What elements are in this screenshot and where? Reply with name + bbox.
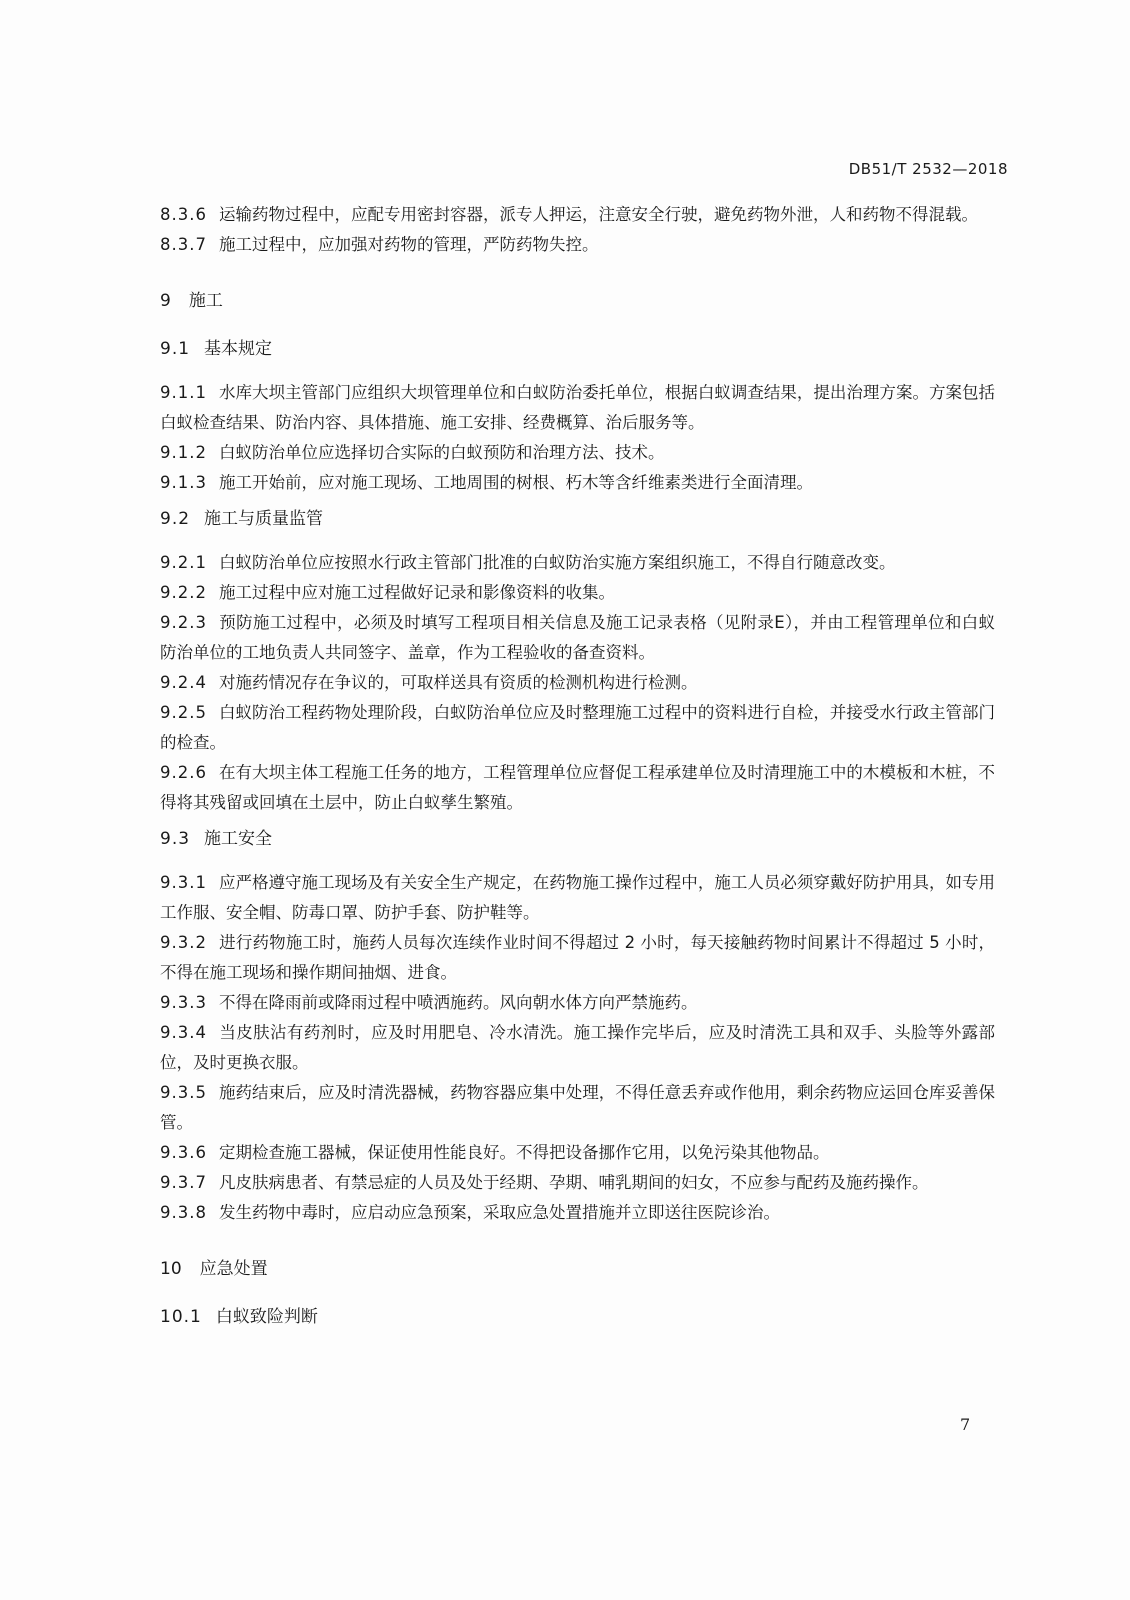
clause-text: 在有大坝主体工程施工任务的地方，工程管理单位应督促工程承建单位及时清理施工中的木模板和木桩，不得将其残留或回填在土层中，防止白蚁孳生繁殖。 <box>160 763 995 812</box>
clause-text: 不得在降雨前或降雨过程中喷洒施药。风向朝水体方向严禁施药。 <box>218 993 698 1012</box>
clause-paragraph <box>160 1078 995 1138</box>
clause-paragraph <box>160 758 995 818</box>
clause-text: 白蚁防治单位应选择切合实际的白蚁预防和治理方法、技术。 <box>218 443 665 462</box>
clause-number: 9.3.8 <box>160 1203 207 1222</box>
section-heading <box>160 504 995 534</box>
clause-text: 施工与质量监管 <box>204 509 324 529</box>
clause-text: 应急处置 <box>199 1259 268 1279</box>
clause-text: 发生药物中毒时，应启动应急预案，采取应急处置措施并立即送往医院诊治。 <box>218 1203 780 1222</box>
page-number: 7 <box>960 1415 971 1434</box>
clause-text: 施工开始前，应对施工现场、工地周围的树根、朽木等含纤维素类进行全面清理。 <box>218 473 813 492</box>
clause-number: 9.3.7 <box>160 1173 207 1192</box>
clause-number: 9.2.1 <box>160 553 207 572</box>
document-body <box>160 200 995 1346</box>
clause-text: 施药结束后，应及时清洗器械，药物容器应集中处理，不得任意丢弃或作他用，剩余药物应运回仓库妥善保管。 <box>160 1083 995 1132</box>
section-heading <box>160 1302 995 1332</box>
clause-number: 9.3.6 <box>160 1143 207 1162</box>
clause-number: 9.2.4 <box>160 673 207 692</box>
clause-number: 9 <box>160 291 171 311</box>
clause-paragraph <box>160 438 995 468</box>
clause-number: 9.1.3 <box>160 473 207 492</box>
clause-paragraph <box>160 1138 995 1168</box>
clause-text: 进行药物施工时，施药人员每次连续作业时间不得超过 2 小时，每天接触药物时间累计不得超过 5 小时，不得在施工现场和操作期间抽烟、进食。 <box>160 933 995 982</box>
chapter-heading <box>160 1254 995 1284</box>
clause-number: 9.3.1 <box>160 873 207 892</box>
clause-number: 9.3.4 <box>160 1023 207 1042</box>
clause-text: 基本规定 <box>204 339 273 359</box>
clause-paragraph <box>160 468 995 498</box>
clause-paragraph <box>160 698 995 758</box>
clause-text: 白蚁防治单位应按照水行政主管部门批准的白蚁防治实施方案组织施工，不得自行随意改变。 <box>218 553 896 572</box>
clause-text: 定期检查施工器械，保证使用性能良好。不得把设备挪作它用，以免污染其他物品。 <box>218 1143 830 1162</box>
clause-text: 施工过程中，应加强对药物的管理，严防药物失控。 <box>218 235 599 254</box>
clause-text: 白蚁防治工程药物处理阶段，白蚁防治单位应及时整理施工过程中的资料进行自检，并接受水行政主管部门的检查。 <box>160 703 995 752</box>
clause-text: 白蚁致险判断 <box>215 1307 318 1327</box>
clause-paragraph <box>160 988 995 1018</box>
clause-text: 施工安全 <box>204 829 273 849</box>
clause-paragraph <box>160 378 995 438</box>
clause-number: 9.1 <box>160 339 191 359</box>
clause-number: 9.3.5 <box>160 1083 207 1102</box>
clause-text: 施工 <box>188 291 223 311</box>
clause-number: 9.2.5 <box>160 703 207 722</box>
clause-number: 9.1.2 <box>160 443 207 462</box>
section-heading <box>160 334 995 364</box>
clause-paragraph <box>160 1018 995 1078</box>
clause-number: 8.3.6 <box>160 205 207 224</box>
clause-paragraph <box>160 1168 995 1198</box>
clause-paragraph <box>160 200 995 230</box>
clause-text: 当皮肤沾有药剂时，应及时用肥皂、冷水清洗。施工操作完毕后，应及时清洗工具和双手、头脸等外露部位，及时更换衣服。 <box>160 1023 995 1072</box>
clause-paragraph <box>160 1198 995 1228</box>
document-code: DB51/T 2532—2018 <box>848 160 1008 178</box>
clause-number: 9.2.2 <box>160 583 207 602</box>
clause-number: 9.3 <box>160 829 191 849</box>
chapter-heading <box>160 286 995 316</box>
clause-number: 8.3.7 <box>160 235 207 254</box>
clause-paragraph <box>160 230 995 260</box>
clause-number: 9.2 <box>160 509 191 529</box>
clause-number: 9.2.3 <box>160 613 207 632</box>
clause-text: 对施药情况存在争议的，可取样送具有资质的检测机构进行检测。 <box>218 673 698 692</box>
clause-text: 预防施工过程中，必须及时填写工程项目相关信息及施工记录表格（见附录E），并由工程管理单位和白蚁防治单位的工地负责人共同签字、盖章，作为工程验收的备查资料。 <box>160 613 995 662</box>
clause-number: 9.3.2 <box>160 933 207 952</box>
clause-text: 应严格遵守施工现场及有关安全生产规定，在药物施工操作过程中，施工人员必须穿戴好防护用具，如专用工作服、安全帽、防毒口罩、防护手套、防护鞋等。 <box>160 873 995 922</box>
clause-text: 运输药物过程中，应配专用密封容器，派专人押运，注意安全行驶，避免药物外泄，人和药物不得混载。 <box>218 205 978 224</box>
clause-paragraph <box>160 578 995 608</box>
clause-number: 10.1 <box>160 1307 202 1327</box>
clause-number: 9.1.1 <box>160 383 207 402</box>
clause-number: 9.2.6 <box>160 763 207 782</box>
clause-text: 凡皮肤病患者、有禁忌症的人员及处于经期、孕期、哺乳期间的妇女，不应参与配药及施药操作。 <box>218 1173 929 1192</box>
clause-paragraph <box>160 548 995 578</box>
clause-number: 10 <box>160 1259 182 1279</box>
clause-paragraph <box>160 608 995 668</box>
clause-paragraph <box>160 928 995 988</box>
clause-text: 施工过程中应对施工过程做好记录和影像资料的收集。 <box>218 583 615 602</box>
clause-text: 水库大坝主管部门应组织大坝管理单位和白蚁防治委托单位，根据白蚁调查结果，提出治理方案。方案包括白蚁检查结果、防治内容、具体措施、施工安排、经费概算、治后服务等。 <box>160 383 995 432</box>
clause-number: 9.3.3 <box>160 993 207 1012</box>
clause-paragraph <box>160 868 995 928</box>
clause-paragraph <box>160 668 995 698</box>
section-heading <box>160 824 995 854</box>
